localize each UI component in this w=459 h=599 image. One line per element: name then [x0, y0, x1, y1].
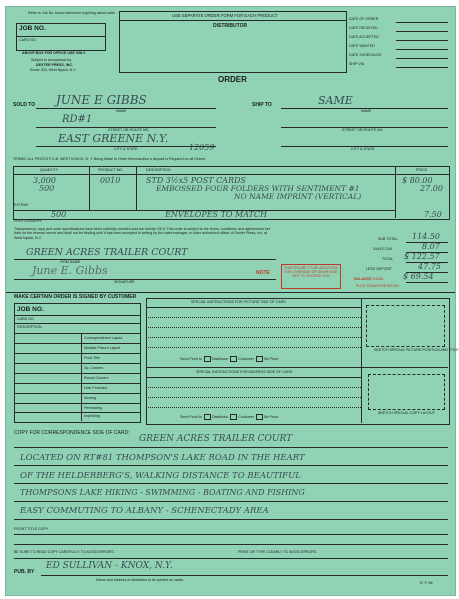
copy-line: LOCATED ON RT#81 THOMPSON'S LAKE ROAD IN THE HEART	[20, 453, 305, 463]
transport-label: PLUS TRANSPORTATION	[356, 284, 399, 288]
sold-to-label: SOLD TO	[13, 102, 36, 108]
item-desc: ENVELOPES TO MATCH	[165, 210, 267, 219]
checklist-item-label: Front Title	[84, 356, 100, 360]
terms-text: TERMS: ALL PRICES F.O.B. WEST NYACK, N. Y. Being Made to Order Merchandise a deposit is Required on all Orders.	[13, 157, 207, 161]
customer-label: Customer	[238, 414, 254, 419]
date-of-order-label: DATE OF ORDER	[349, 17, 379, 21]
price-header: PRICE	[416, 168, 427, 172]
company-address: Route 303, West Nyack, N.Y.	[30, 68, 77, 72]
deposit-value: 47.75	[418, 262, 441, 271]
total-label: TOTAL	[382, 257, 394, 261]
distributor-checkbox[interactable]	[204, 356, 211, 362]
customer-signature: June E. Gibbs	[32, 264, 108, 277]
date-scheduled-label: DATE SCHEDULED	[349, 53, 382, 57]
copy-line: EASY COMMUTING TO ALBANY - SCHENECTADY AREA	[20, 506, 269, 516]
checklist-item-label: Hole Punched	[84, 386, 107, 390]
checklist-item-label: Scoring	[84, 396, 97, 400]
customer-checkbox[interactable]	[230, 414, 237, 420]
photography-label: PHOTOGRAPHY	[14, 219, 42, 223]
separate-form-note: USE SEPARATE ORDER FORM FOR EACH PRODUCT	[172, 13, 278, 18]
distributor-label: Distributor	[211, 356, 229, 361]
ship-city-caption: CITY & STATE	[351, 147, 375, 151]
item-price: 27.00	[420, 184, 443, 193]
item-qty: 3,000	[33, 176, 56, 185]
copy-line: THOMPSONS LAKE HIKING - SWIMMING - BOATING AND FISHING	[20, 488, 305, 497]
note-box: THIS FIGURE TO BE ADJUSTED FOR OVERAGE OR SHORTAGE NOT TO EXCEED 10%	[281, 264, 341, 289]
checklist-item-label: Round Corners	[84, 376, 109, 380]
no-proof-checkbox[interactable]	[256, 414, 263, 420]
address-proof-options	[180, 414, 278, 420]
customer-label: Customer	[238, 356, 254, 361]
picture-instructions-title: SPECIAL INSTRUCTIONS FOR PICTURE SIDE OF CARD	[191, 300, 286, 304]
copy-sketch-area[interactable]	[368, 374, 445, 410]
item-product: 0010	[100, 176, 121, 185]
firm-name-value: GREEN ACRES TRAILER COURT	[26, 247, 188, 258]
copy-line: OF THE HELDERBERG'S, WALKING DISTANCE TO BEAUTIFUL	[20, 471, 301, 481]
ship-street-caption: STREET OR ROUTE NO.	[342, 128, 384, 132]
office-use-label: ABOVE BOX FOR OFFICE USE ONLY	[22, 51, 86, 55]
sold-to-city: EAST GREENE N.Y.	[58, 132, 169, 145]
sub-total-value: 114.50	[412, 232, 440, 241]
ship-to-label: SHIP TO	[252, 102, 272, 108]
item-desc: EMBOSSED FOUR FOLDERS WITH SENTIMENT #1	[156, 184, 360, 193]
checklist-item-label: Perforating	[84, 406, 102, 410]
extras-label: EXTRAS	[14, 203, 29, 207]
pub-by-label: PUB. BY	[14, 569, 35, 575]
checklist-item-label: Multiple Picture Layout	[84, 346, 121, 350]
desc-header: DESCRIPTION	[146, 168, 171, 172]
approval-text: Transparency, copy and order specifications have been carefully checked and are hereby OK'd. This order is subject to the terms, conditions and agreements set forth on the reverse hereof and shall not be binding until it has been accepted in writing by the sales manager or other authorized officer of Dexter Press, Inc. at West Nyack, N.Y.	[14, 227, 270, 240]
date-received-label: DATE RECEIVED	[349, 26, 378, 30]
no-proof-checkbox[interactable]	[256, 356, 263, 362]
ship-to-value: SAME	[318, 94, 353, 107]
sales-tax-label: SALES TAX	[373, 247, 393, 251]
note-label: NOTE	[256, 270, 270, 276]
order-form	[5, 6, 459, 596]
make-certain-label: MAKE CERTAIN ORDER IS SIGNED BY CUSTOMER	[14, 294, 137, 300]
distributor-label: Distributor	[211, 414, 229, 419]
copy-line: GREEN ACRES TRAILER COURT	[139, 434, 293, 444]
sub-total-label: SUB TOTAL	[378, 237, 398, 241]
read-copy-note: BE SURE TO READ COPY CAREFULLY TO AVOID ERRORS.	[14, 550, 115, 554]
ref-text: Refer to Job No. below whenever inquiring about order	[28, 11, 116, 15]
sales-tax-value: 8.07	[422, 242, 440, 251]
item-price: 7.50	[424, 210, 442, 219]
sketch-picture-label: SKETCH SPECIAL PICTURE POSITION AND TITLE	[374, 348, 459, 352]
sold-to-name: JUNE E GIBBS	[56, 93, 147, 107]
footer-note: Name and address of distributor to be printed on cards.	[96, 578, 184, 582]
picture-sketch-area[interactable]	[366, 305, 445, 347]
sold-to-zip: 12059	[189, 143, 215, 152]
distributor-label: DISTRIBUTOR	[213, 23, 248, 29]
no-proof-label: No Proof	[263, 414, 279, 419]
no-proof-label: No Proof	[263, 356, 279, 361]
sketch-copy-label: SKETCH SPECIAL COPY LAYOUT	[378, 411, 435, 415]
checklist-item-label: Imprinting	[84, 414, 100, 418]
company-name: DEXTER PRESS, INC.	[36, 63, 73, 67]
item-qty: 500	[51, 210, 67, 219]
print-copy-note: PRINT OR TYPE CLEARLY TO AVOID ERRORS.	[238, 550, 318, 554]
card-no-label: CARD NO.	[19, 38, 37, 42]
checklist-card-no-label: CARD NO.	[17, 317, 35, 321]
send-proof-label: Send Proof to	[180, 356, 202, 361]
checklist-item-label: Correspondence Layout	[84, 336, 123, 340]
deposit-label: LESS DEPOSIT	[366, 267, 392, 271]
checklist-item-label: Sq. Corners	[84, 366, 104, 370]
copy-label: COPY FOR CORRESPONDENCE SIDE OF CARD:	[14, 430, 130, 436]
firm-name-label: FIRM NAME	[60, 260, 81, 264]
customer-checkbox[interactable]	[230, 356, 237, 362]
date-wanted-label: DATE WANTED	[349, 44, 375, 48]
ship-name-caption: NAME	[361, 109, 372, 113]
send-proof-label: Send Proof to	[180, 414, 202, 419]
sold-to-street: RD#1	[62, 114, 93, 125]
item-desc: STD 3½x5 POST CARDS	[146, 176, 246, 185]
distributor-checkbox[interactable]	[204, 414, 211, 420]
product-header: PRODUCT NO.	[98, 168, 124, 172]
pub-by-value: ED SULLIVAN - KNOX, N.Y.	[46, 561, 173, 571]
balance-value: $ 69.54	[403, 272, 434, 281]
item-qty: 500	[39, 184, 55, 193]
ship-via-label: SHIP VIA	[349, 62, 365, 66]
checklist-job-no-label: JOB NO.	[17, 306, 44, 313]
item-desc: NO NAME IMPRINT (VERTICAL)	[234, 192, 362, 201]
order-title: ORDER	[218, 75, 247, 84]
city-caption: CITY & STATE	[114, 147, 138, 151]
job-no-label: JOB NO.	[19, 25, 46, 32]
checklist-description-label: DESCRIPTION	[17, 325, 42, 329]
qty-header: QUANTITY	[40, 168, 59, 172]
balance-label: BALANCE C.O.D.	[354, 277, 384, 281]
signature-label: SIGNATURE	[114, 280, 135, 284]
date-accepted-label: DATE ACCEPTED	[349, 35, 379, 39]
item-price: $ 80.00	[402, 176, 433, 185]
total-value: $ 122.57	[404, 252, 440, 261]
name-caption: NAME	[116, 109, 127, 113]
address-instructions-title: SPECIAL INSTRUCTIONS FOR ADDRESS SIDE OF CARD	[196, 370, 293, 374]
street-caption: STREET OR ROUTE NO.	[108, 128, 150, 132]
form-number: R. P. 66	[420, 581, 433, 585]
picture-proof-options	[180, 356, 278, 362]
front-title-label: FRONT TITLE COPY	[14, 527, 49, 531]
subject-text: Subject to acceptance by	[31, 58, 72, 62]
